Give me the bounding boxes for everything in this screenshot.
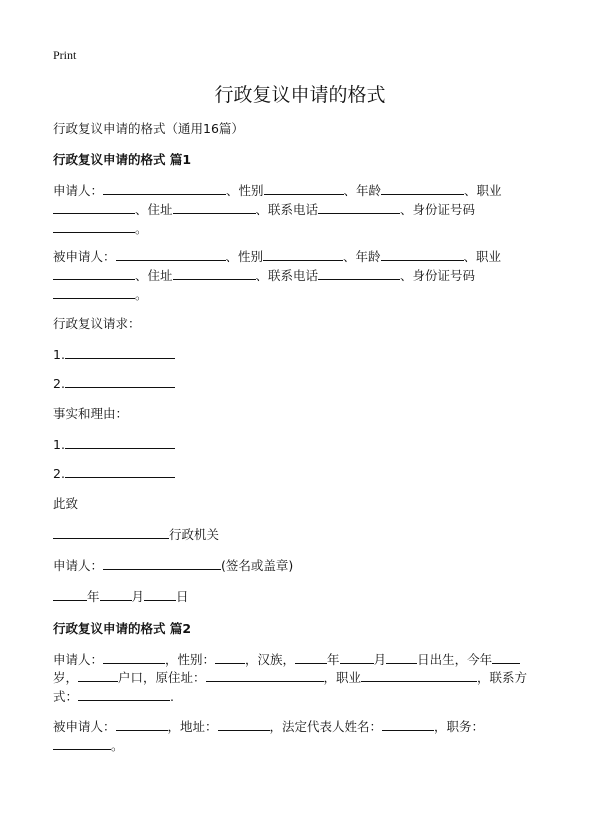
respondent-name-label: 被申请人： xyxy=(53,249,116,264)
request-item-2 xyxy=(53,374,175,394)
s2-duty-blank[interactable] xyxy=(53,736,111,750)
s2-rep-blank[interactable] xyxy=(382,717,434,731)
s2-year-label: 年 xyxy=(327,652,340,667)
signature-note: (签名或盖章) xyxy=(221,558,294,573)
s2-address-label: ，地址： xyxy=(167,719,218,734)
s2-respondent-line-1 xyxy=(53,717,484,737)
facts-item-blank[interactable] xyxy=(65,435,175,449)
facts-item-number: 1. xyxy=(53,437,65,452)
respondent-address-label: 、住址 xyxy=(135,268,173,283)
applicant-gender-blank[interactable] xyxy=(264,181,344,195)
s2-hukou-label: 户口，原住址： xyxy=(118,670,206,685)
applicant-line-1 xyxy=(53,181,502,201)
section1-heading: 行政复议申请的格式 篇1 xyxy=(53,152,192,167)
facts-item-number: 2. xyxy=(53,466,65,481)
year-label: 年 xyxy=(87,589,100,604)
applicant-name-blank[interactable] xyxy=(103,181,226,195)
applicant-line-3 xyxy=(53,219,148,239)
facts-label: 事实和理由： xyxy=(53,406,129,421)
request-item-number: 2. xyxy=(53,376,65,391)
month-blank[interactable] xyxy=(100,587,132,601)
respondent-job-label: 、职业 xyxy=(463,249,502,264)
facts-item-1 xyxy=(53,435,175,455)
applicant-phone-label: 、联系电话 xyxy=(255,202,319,217)
respondent-phone-blank[interactable] xyxy=(318,266,400,280)
s2-gender-label: ，性别： xyxy=(165,652,216,667)
s2-duty-label: ，职务： xyxy=(434,719,485,734)
s2-job-blank[interactable] xyxy=(361,668,477,682)
applicant-gender-label: 、性别 xyxy=(226,183,264,198)
s2-contact-blank[interactable] xyxy=(78,687,170,701)
applicant-phone-blank[interactable] xyxy=(318,200,400,214)
respondent-age-label: 、年龄 xyxy=(343,249,381,264)
s2-month-label: 月 xyxy=(373,652,387,667)
agency-label: 行政机关 xyxy=(169,527,220,542)
s2-respondent-address-blank[interactable] xyxy=(218,717,270,731)
print-label: Print xyxy=(53,48,77,62)
signature-blank[interactable] xyxy=(103,556,221,570)
s2-ethnic-label: ，汉族， xyxy=(245,652,296,667)
s2-year-blank[interactable] xyxy=(295,650,327,664)
request-item-blank[interactable] xyxy=(65,345,175,359)
agency-line xyxy=(53,525,219,545)
document-subtitle: 行政复议申请的格式（通用16篇） xyxy=(53,121,244,136)
applicant-address-blank[interactable] xyxy=(173,200,256,214)
s2-born-label: 日出生，今年 xyxy=(417,652,493,667)
respondent-line-1 xyxy=(53,247,501,267)
respondent-gender-label: 、性别 xyxy=(225,249,264,264)
respondent-age-blank[interactable] xyxy=(381,247,464,261)
s2-day-blank[interactable] xyxy=(386,650,417,664)
respondent-id-label: 、身份证号码 xyxy=(400,268,476,283)
s2-applicant-line-3 xyxy=(53,687,174,707)
respondent-id-blank[interactable] xyxy=(53,285,135,299)
respondent-name-blank[interactable] xyxy=(116,247,226,261)
s2-gender-blank[interactable] xyxy=(215,650,245,664)
respondent-phone-label: 、联系电话 xyxy=(255,268,319,283)
respondent-line-3 xyxy=(53,285,148,305)
request-item-number: 1. xyxy=(53,347,65,362)
s2-month-blank[interactable] xyxy=(340,650,374,664)
s2-contact-suffix: 式： xyxy=(53,689,79,704)
year-blank[interactable] xyxy=(53,587,87,601)
applicant-age-blank[interactable] xyxy=(381,181,464,195)
signature-line xyxy=(53,556,293,576)
applicant-job-blank[interactable] xyxy=(53,200,135,214)
applicant-address-label: 、住址 xyxy=(135,202,173,217)
section2-heading: 行政复议申请的格式 篇2 xyxy=(53,621,192,636)
s2-address-blank[interactable] xyxy=(206,668,324,682)
s2-applicant-name-label: 申请人： xyxy=(53,652,104,667)
signature-label: 申请人： xyxy=(53,558,104,573)
day-label: 日 xyxy=(176,589,189,604)
respondent-gender-blank[interactable] xyxy=(263,247,343,261)
s2-applicant-line-1 xyxy=(53,650,520,670)
s2-applicant-line-2 xyxy=(53,668,527,688)
applicant-id-label: 、身份证号码 xyxy=(400,202,476,217)
applicant-job-label: 、职业 xyxy=(464,183,502,198)
respondent-end-mark: 。 xyxy=(135,287,148,302)
date-line xyxy=(53,587,189,607)
s2-applicant-name-blank[interactable] xyxy=(103,650,165,664)
day-blank[interactable] xyxy=(144,587,176,601)
request-item-1 xyxy=(53,345,175,365)
applicant-line-2 xyxy=(53,200,475,220)
respondent-job-blank[interactable] xyxy=(53,266,135,280)
regards-text: 此致 xyxy=(53,496,79,511)
s2-age-suffix: 岁， xyxy=(53,670,79,685)
applicant-name-label: 申请人： xyxy=(53,183,104,198)
s2-respondent-name-blank[interactable] xyxy=(116,717,168,731)
s2-respondent-line-2 xyxy=(53,736,124,756)
s2-contact-label: ，联系方 xyxy=(477,670,528,685)
month-label: 月 xyxy=(131,589,145,604)
respondent-line-2 xyxy=(53,266,475,286)
applicant-end-mark: 。 xyxy=(135,221,148,236)
s2-applicant-end-mark: . xyxy=(170,689,174,704)
respondent-address-blank[interactable] xyxy=(173,266,256,280)
request-label: 行政复议请求： xyxy=(53,316,141,331)
s2-rep-label: ，法定代表人姓名： xyxy=(269,719,383,734)
document-title: 行政复议申请的格式 xyxy=(214,84,386,106)
s2-age-blank[interactable] xyxy=(492,650,520,664)
facts-item-2 xyxy=(53,464,175,484)
s2-respondent-name-label: 被申请人： xyxy=(53,719,116,734)
facts-item-blank[interactable] xyxy=(65,464,175,478)
s2-respondent-end-mark: 。 xyxy=(111,738,124,753)
applicant-id-blank[interactable] xyxy=(53,219,135,233)
applicant-age-label: 、年龄 xyxy=(343,183,382,198)
agency-blank[interactable] xyxy=(53,525,169,539)
s2-job-label: ，职业 xyxy=(323,670,362,685)
request-item-blank[interactable] xyxy=(65,374,175,388)
s2-hukou-blank[interactable] xyxy=(78,668,118,682)
